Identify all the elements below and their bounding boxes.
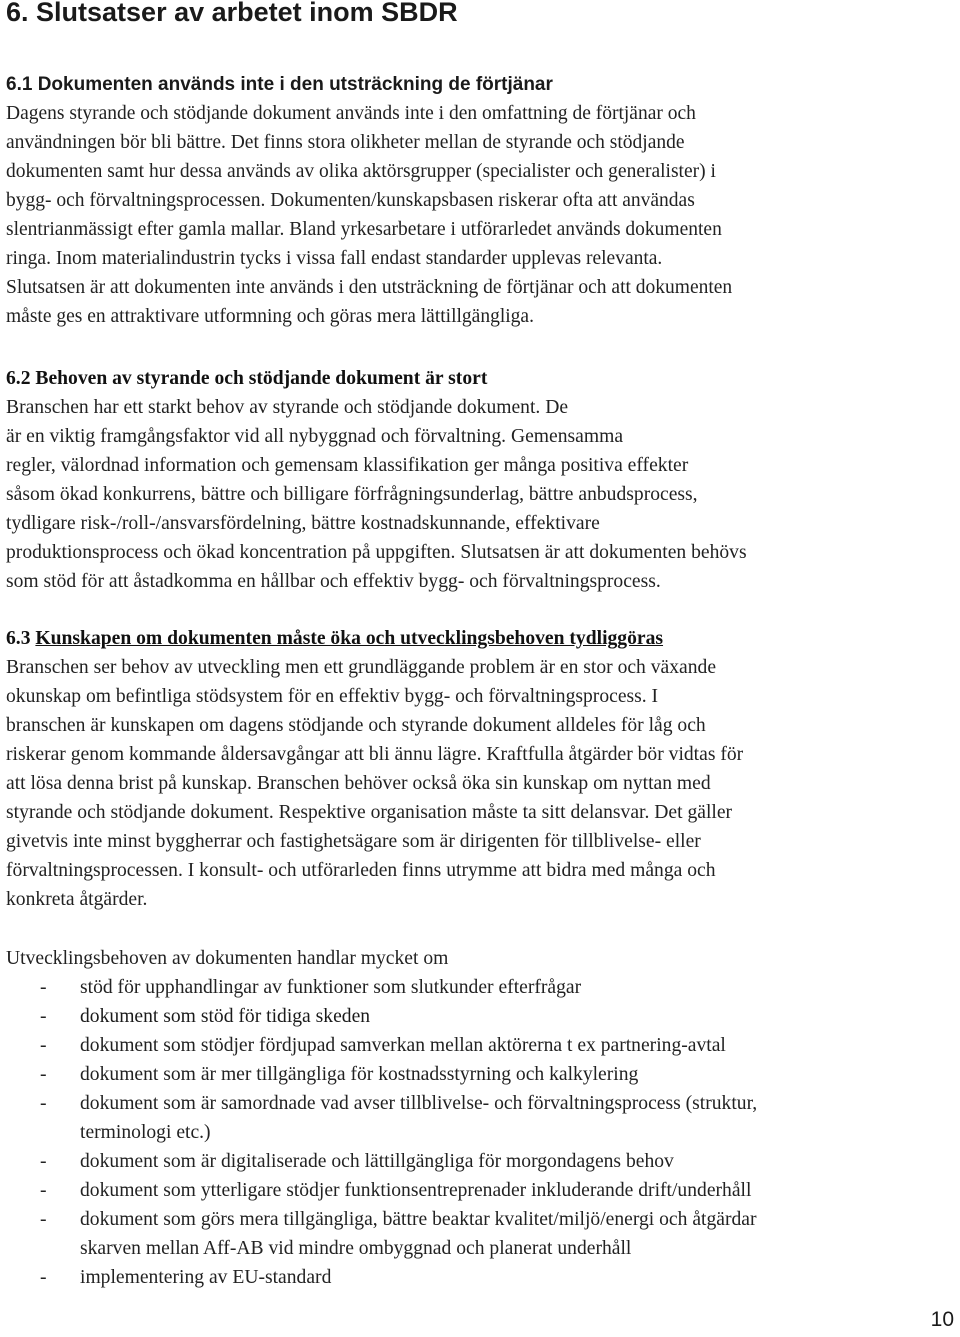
bullet-dash: - (40, 1151, 47, 1172)
paragraph-line: givetvis inte minst byggherrar och fastighetsägare som är dirigenten för tillblivelse- eller (6, 831, 701, 852)
paragraph-line: som stöd för att åstadkomma en hållbar och effektiv bygg- och förvaltningsprocess. (6, 571, 661, 592)
list-item-text: dokument som är samordnade vad avser tillblivelse- och förvaltningsprocess (struktur, (80, 1093, 758, 1114)
paragraph-line: bygg- och förvaltningsprocessen. Dokumenten/kunskapsbasen riskerar ofta att användas (6, 190, 695, 211)
list-item (6, 1060, 956, 1089)
paragraph-line: konkreta åtgärder. (6, 889, 148, 910)
bullet-dash: - (40, 1064, 47, 1085)
chapter-heading: 6. Slutsatser av arbetet inom SBDR (6, 0, 458, 27)
bullet-dash: - (40, 1180, 47, 1201)
section-number: 6.3 (6, 628, 36, 649)
paragraph-line: Dagens styrande och stödjande dokument används inte i den omfattning de förtjänar och (6, 103, 696, 124)
paragraph-line: är en viktig framgångsfaktor vid all nybyggnad och förvaltning. Gemensamma (6, 426, 624, 447)
list-item-text: implementering av EU-standard (80, 1267, 332, 1288)
paragraph-line: ringa. Inom materialindustrin tycks i vissa fall endast standarder upplevas relevanta. (6, 248, 663, 269)
list-item (6, 1031, 956, 1060)
bullet-dash: - (40, 1209, 47, 1230)
paragraph-line: slentrianmässigt efter gamla mallar. Bland yrkesarbetare i utförarledet används dokumenten (6, 219, 722, 240)
paragraph-line: användningen bör bli bättre. Det finns stora olikheter mellan de styrande och stödjande (6, 132, 685, 153)
needs-list (6, 973, 956, 1292)
list-item (6, 1147, 956, 1176)
section-6-2 (6, 364, 956, 596)
page-number: 10 (930, 1308, 954, 1331)
paragraph-line: produktionsprocess och ökad koncentration på uppgiften. Slutsatsen är att dokumenten behövs (6, 542, 747, 563)
list-item-text: dokument som stöd för tidiga skeden (80, 1006, 371, 1027)
paragraph-line: dokumenten samt hur dessa används av olika aktörsgrupper (specialister och generalister) i (6, 161, 716, 182)
list-item (6, 1089, 956, 1147)
paragraph-line: förvaltningsprocessen. I konsult- och utförarleden finns utrymme att bidra med många och (6, 860, 716, 881)
paragraph-line: Branschen har ett starkt behov av styrande och stödjande dokument. De (6, 397, 569, 418)
list-intro: Utvecklingsbehoven av dokumenten handlar mycket om (6, 948, 449, 969)
list-item (6, 1002, 956, 1031)
paragraph-line: såsom ökad konkurrens, bättre och billigare förfrågningsunderlag, bättre anbudsprocess, (6, 484, 698, 505)
list-item (6, 1263, 956, 1292)
list-item-text: dokument som är mer tillgängliga för kostnadsstyrning och kalkylering (80, 1064, 639, 1085)
paragraph-line: branschen är kunskapen om dagens stödjande och styrande dokument alldeles för låg och (6, 715, 706, 736)
section-title-text: Kunskapen om dokumenten måste öka och utvecklingsbehoven tydliggöras (35, 628, 664, 649)
section-6-2-title (6, 364, 956, 393)
bullet-dash: - (40, 1093, 47, 1114)
paragraph-line: riskerar genom kommande åldersavgångar att bli ännu lägre. Kraftfulla åtgärder bör vidtas för (6, 744, 744, 765)
list-item (6, 1176, 956, 1205)
list-item-continuation: terminologi etc.) (80, 1122, 211, 1143)
list-item-text: dokument som ytterligare stödjer funktionsentreprenader inkluderande drift/underhåll (80, 1180, 752, 1201)
paragraph-line: regler, välordnad information och gemensam klassifikation ger många positiva effekter (6, 455, 689, 476)
paragraph-line: tydligare risk-/roll-/ansvarsfördelning, bättre kostnadskunnande, effektivare (6, 513, 600, 534)
list-item-continuation: skarven mellan Aff-AB vid mindre ombyggnad och planerat underhåll (80, 1238, 632, 1259)
paragraph-line: Branschen ser behov av utveckling men ett grundläggande problem är en stor och växande (6, 657, 717, 678)
bullet-dash: - (40, 1006, 47, 1027)
section-6-3 (6, 624, 956, 914)
section-title-text: Behoven av styrande och stödjande dokument är stort (35, 368, 488, 389)
section-6-3-title (6, 624, 956, 653)
paragraph-line: att lösa denna brist på kunskap. Branschen behöver också öka sin kunskap om nyttan med (6, 773, 711, 794)
list-item-text: dokument som görs mera tillgängliga, bättre beaktar kvalitet/miljö/energi och åtgärdar (80, 1209, 757, 1230)
paragraph-line: måste ges en attraktivare utformning och göras mera lättillgängliga. (6, 306, 534, 327)
paragraph-line: okunskap om befintliga stödsystem för en effektiv bygg- och förvaltningsprocess. I (6, 686, 659, 707)
bullet-dash: - (40, 977, 47, 998)
list-item-text: stöd för upphandlingar av funktioner som slutkunder efterfrågar (80, 977, 582, 998)
list-item (6, 973, 956, 1002)
bullet-dash: - (40, 1035, 47, 1056)
bullet-dash: - (40, 1267, 47, 1288)
section-6-1-title: 6.1 Dokumenten används inte i den utsträckning de förtjänar (6, 74, 553, 95)
section-6-1 (6, 70, 956, 331)
section-number: 6.2 (6, 368, 36, 389)
paragraph-line: styrande och stödjande dokument. Respektive organisation måste ta sitt delansvar. Det gäller (6, 802, 733, 823)
list-item-text: dokument som är digitaliserade och lättillgängliga för morgondagens behov (80, 1151, 674, 1172)
paragraph-line: Slutsatsen är att dokumenten inte används i den utsträckning de förtjänar och att dokumenten (6, 277, 733, 298)
list-item-text: dokument som stödjer fördjupad samverkan mellan aktörerna t ex partnering-avtal (80, 1035, 726, 1056)
list-item (6, 1205, 956, 1263)
